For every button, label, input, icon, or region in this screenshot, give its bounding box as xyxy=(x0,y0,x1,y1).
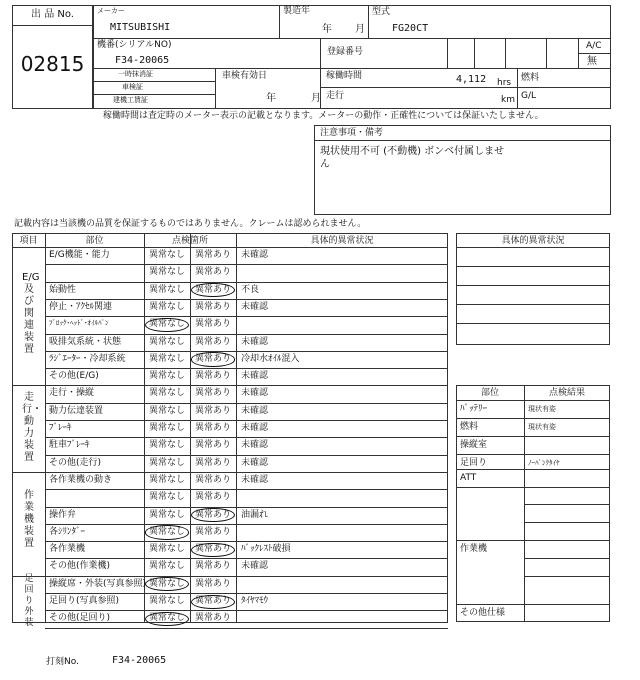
option-ok: 異常なし xyxy=(149,613,186,624)
row-detail: 不良 xyxy=(241,284,260,295)
right-row-part: ﾊﾞｯﾃﾘｰ xyxy=(460,404,488,414)
option-ng: 異常あり xyxy=(195,371,232,382)
row-part: 各作業機の動き xyxy=(49,474,113,485)
option-ng: 異常あり xyxy=(195,250,232,260)
row-detail: 未確認 xyxy=(241,405,269,416)
shaken-year: 年 xyxy=(266,93,276,104)
option-ok: 異常なし xyxy=(149,284,186,295)
option-ng: 異常あり xyxy=(195,613,232,624)
option-ok: 異常なし xyxy=(149,596,186,606)
option-ok: 異常なし xyxy=(149,509,186,520)
option-ok: 異常なし xyxy=(149,544,186,555)
option-ng: 異常あり xyxy=(195,405,232,416)
fuel-value: G/L xyxy=(521,91,537,101)
check-circle-ng xyxy=(191,595,235,609)
option-ng: 異常あり xyxy=(195,526,232,537)
option-ok: 異常なし xyxy=(149,353,186,364)
row-part: その他(足回り) xyxy=(49,613,111,624)
right-row-part: その他仕様 xyxy=(460,608,506,618)
option-ok: 異常なし xyxy=(149,301,186,312)
option-ok: 異常なし xyxy=(149,440,186,451)
serial-label: 機番(シリアルNO) xyxy=(97,40,172,50)
check-circle-ng xyxy=(191,352,235,366)
model-value: FG20CT xyxy=(392,23,429,34)
row-detail: 油漏れ xyxy=(241,509,269,520)
row-detail: ﾊﾞｯｸﾚｽﾄ破損 xyxy=(241,544,291,555)
option-ng: 異常あり xyxy=(195,301,232,312)
travel-label: 走行 xyxy=(326,91,345,101)
check-circle-ok xyxy=(145,318,189,332)
option-ng: 異常あり xyxy=(195,336,232,347)
option-ok: 異常なし xyxy=(149,561,186,572)
option-ok: 異常なし xyxy=(149,267,186,278)
lot-number: 02815 xyxy=(20,52,85,76)
option-ng: 異常あり xyxy=(195,561,232,572)
right-part-header: 部位 xyxy=(480,388,499,398)
option-ng: 異常あり xyxy=(195,423,232,433)
check-circle-ok xyxy=(145,612,189,626)
option-ok: 異常なし xyxy=(149,474,186,485)
option-ok: 異常なし xyxy=(149,371,186,382)
remarks-label: 注意事項・備考 xyxy=(320,128,384,138)
row-detail: 冷却水ｵｲﾙ混入 xyxy=(241,353,300,364)
option-ok: 異常なし xyxy=(149,319,186,330)
check-circle-ng xyxy=(191,543,235,557)
option-ng: 異常あり xyxy=(195,578,232,589)
right-row-part: 操縦室 xyxy=(460,440,488,450)
row-detail: 未確認 xyxy=(241,474,269,485)
ac-value: 無 xyxy=(587,56,597,67)
option-ok: 異常なし xyxy=(149,492,186,503)
row-part: その他(走行) xyxy=(49,457,102,468)
col-item-header: 項目 xyxy=(19,236,38,246)
row-part: ﾗｼﾞｴｰﾀｰ・冷却系統 xyxy=(49,353,126,364)
remarks-text-2: ん xyxy=(320,159,330,170)
row-part: その他(作業機) xyxy=(49,561,111,572)
check-circle-ok xyxy=(145,525,189,539)
row-detail: 未確認 xyxy=(241,388,269,399)
model-label: 型式 xyxy=(372,7,391,17)
stamp-value: F34-20065 xyxy=(112,655,167,666)
right-row-part: ATT xyxy=(460,473,477,483)
group-drive: 走行・動力装置 xyxy=(22,392,42,463)
fuel-label: 燃料 xyxy=(521,73,540,83)
right-detail-box xyxy=(456,233,610,345)
row-part: 各ｼﾘﾝﾀﾞｰ xyxy=(49,526,86,537)
option-ok: 異常なし xyxy=(149,526,186,537)
row-part: ﾌﾞﾚｰｷ xyxy=(49,423,72,433)
option-ng: 異常あり xyxy=(195,492,232,503)
right-row-result: ﾉｰﾊﾟﾝｸﾀｲﾔ xyxy=(528,459,560,467)
maker-label: メーカー xyxy=(97,7,125,15)
row-detail: ﾀｲﾔﾏﾓｳ xyxy=(241,596,269,606)
right-row-part: 作業機 xyxy=(460,544,488,554)
hours-unit: hrs xyxy=(497,78,512,88)
option-ok: 異常なし xyxy=(149,250,186,260)
row-detail: 未確認 xyxy=(241,561,269,572)
col-part-header: 部位 xyxy=(85,236,104,246)
option-ng: 異常あり xyxy=(195,509,232,520)
hours-label: 稼働時間 xyxy=(326,71,363,81)
stamp-label: 打刻No. xyxy=(46,657,79,667)
row-detail: 未確認 xyxy=(241,440,269,451)
ac-label: A/C xyxy=(586,41,602,51)
option-ng: 異常あり xyxy=(195,474,232,485)
option-ok: 異常なし xyxy=(149,405,186,416)
serial-value: F34-20065 xyxy=(115,55,170,66)
row-part: 動力伝達装置 xyxy=(49,405,104,416)
row-part: その他(E/G) xyxy=(49,371,99,382)
group-engine: E/G及び関連装置 xyxy=(22,272,40,355)
option-ng: 異常あり xyxy=(195,284,232,295)
option-ok: 異常なし xyxy=(149,388,186,399)
row-detail: 未確認 xyxy=(241,423,269,433)
hours-notice: 稼働時間は査定時のメーター表示の記載となります。メーターの動作・正確性については保証いたしません。 xyxy=(103,111,544,121)
month-suffix: 月 xyxy=(355,24,365,35)
row-detail: 未確認 xyxy=(241,301,269,312)
row-part: 停止・ｱｸｾﾙ関連 xyxy=(49,301,113,312)
col-detail-header: 具体的異常状況 xyxy=(310,236,374,246)
option-ng: 異常あり xyxy=(195,544,232,555)
group-undercarriage: 足回り外装 xyxy=(24,574,34,628)
row-part: 操作弁 xyxy=(49,509,77,520)
row-detail: 未確認 xyxy=(241,371,269,382)
col-check-header: 点検箇所 xyxy=(171,236,208,246)
shaken-month: 月 xyxy=(311,93,321,104)
row-part: ﾌﾞﾛｯｸ･ﾍｯﾄﾞ･ｵｲﾙﾊﾟﾝ xyxy=(49,319,109,328)
row-part: E/G機能・能力 xyxy=(49,250,110,260)
shaken-label: 車検有効日 xyxy=(222,71,268,81)
row-part: 足回り(写真参照) xyxy=(49,596,120,606)
option-ok: 異常なし xyxy=(149,457,186,468)
option-ok: 異常なし xyxy=(149,423,186,433)
right-row-part: 燃料 xyxy=(460,422,479,432)
option-ok: 異常なし xyxy=(149,336,186,347)
option-ng: 異常あり xyxy=(195,319,232,330)
row-detail: 未確認 xyxy=(241,250,269,260)
temp-cancel-label: 一時抹消証 xyxy=(118,70,153,78)
inspection-cert-label: 建機工賃証 xyxy=(113,96,148,104)
option-ng: 異常あり xyxy=(195,440,232,451)
right-row-result: 現状有姿 xyxy=(528,423,556,431)
option-ng: 異常あり xyxy=(195,267,232,278)
registration-label: 登録番号 xyxy=(327,47,364,57)
maker-value: MITSUBISHI xyxy=(110,22,171,33)
row-part: 各作業機 xyxy=(49,544,86,555)
lot-label: 出 品 No. xyxy=(31,9,74,20)
option-ok: 異常なし xyxy=(149,578,186,589)
right-row-result: 現状有姿 xyxy=(528,405,556,413)
remarks-box xyxy=(314,125,611,215)
vehicle-cert-label: 車検証 xyxy=(122,83,143,91)
row-part: 吸排気系統・状態 xyxy=(49,336,122,347)
option-ng: 異常あり xyxy=(195,457,232,468)
row-detail: 未確認 xyxy=(241,457,269,468)
quality-notice: 記載内容は当該機の品質を保証するものではありません。クレームは認められません。 xyxy=(14,219,367,229)
km-unit: km xyxy=(501,95,515,105)
year-suffix: 年 xyxy=(322,24,332,35)
option-ng: 異常あり xyxy=(195,596,232,606)
hours-value: 4,112 xyxy=(456,74,487,85)
row-part: 駐車ﾌﾞﾚｰｷ xyxy=(49,440,90,451)
option-ng: 異常あり xyxy=(195,388,232,399)
right-result-header: 点検結果 xyxy=(548,388,585,398)
remarks-text-1: 現状使用不可 (不動機) ボンベ付属しませ xyxy=(320,146,505,157)
row-part: 走行・操縦 xyxy=(49,388,95,399)
row-part: 始動性 xyxy=(49,284,77,295)
row-part: 操縦席・外装(写真参照) xyxy=(49,578,147,589)
year-label: 製造年 xyxy=(283,6,311,16)
option-ng: 異常あり xyxy=(195,353,232,364)
row-detail: 未確認 xyxy=(241,336,269,347)
right-row-part: 足回り xyxy=(460,458,488,468)
right-detail-title: 具体的異常状況 xyxy=(501,236,565,246)
group-work: 作業機装置 xyxy=(24,490,34,549)
